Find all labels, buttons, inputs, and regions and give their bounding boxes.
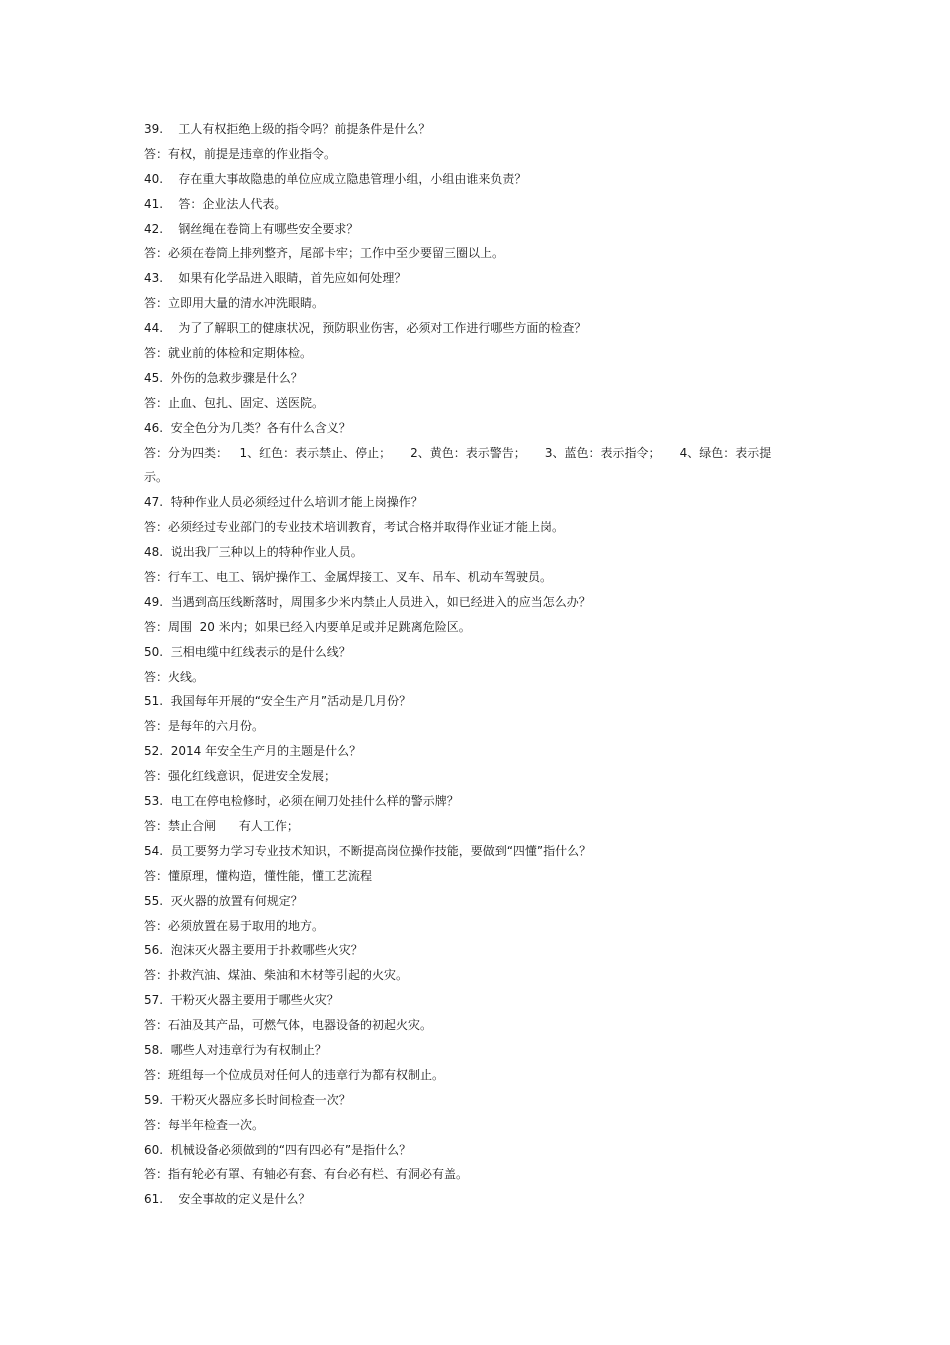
question-line: 58. 哪些人对违章行为有权制止？ [144,1042,327,1057]
question-line: 61. 安全事故的定义是什么？ [144,1192,311,1207]
question-line: 48. 说出我厂三种以上的特种作业人员。 [144,545,363,560]
answer-line: 41. 答：企业法人代表。 [144,196,287,211]
question-line: 50. 三相电缆中红线表示的是什么线？ [144,644,351,659]
question-line: 43. 如果有化学品进入眼睛，首先应如何处理？ [144,271,407,286]
answer-line: 答：就业前的体检和定期体检。 [144,346,313,361]
answer-line: 答：火线。 [144,669,205,684]
answer-line: 答：石油及其产品，可燃气体，电器设备的初起火灾。 [144,1018,433,1033]
question-line: 56. 泡沫灭火器主要用于扑救哪些火灾？ [144,943,363,958]
answer-line: 答：强化红线意识，促进安全发展； [144,769,337,784]
question-line: 42. 钢丝绳在卷筒上有哪些安全要求？ [144,221,359,236]
answer-line: 答：止血、包扎、固定、送医院。 [144,395,325,410]
question-line: 60. 机械设备必须做到的“四有四必有”是指什么？ [144,1142,412,1157]
answer-line: 答：行车工、电工、锅炉操作工、金属焊接工、叉车、吊车、机动车驾驶员。 [144,570,553,585]
answer-line: 答：周围 20 米内；如果已经入内要单足或并足跳离危险区。 [144,619,471,634]
question-line: 52. 2014 年安全生产月的主题是什么？ [144,744,362,759]
question-line: 46. 安全色分为几类？各有什么含义？ [144,420,351,435]
question-line: 55. 灭火器的放置有何规定？ [144,893,303,908]
answer-line: 答：分为四类： 1、红色：表示禁止、停止； 2、黄色：表示警告； 3、蓝色：表示指令； 4、绿色：表示提 [144,445,772,460]
question-line: 44. 为了了解职工的健康状况，预防职业伤害，必须对工作进行哪些方面的检查？ [144,321,587,336]
answer-line: 答：懂原理，懂构造，懂性能，懂工艺流程 [144,868,373,883]
document-body [144,117,814,1212]
continuation-line: 示。 [144,470,169,485]
answer-line: 答：是每年的六月份。 [144,719,265,734]
question-line: 53. 电工在停电检修时，必须在闸刀处挂什么样的警示牌？ [144,794,459,809]
answer-line: 答：立即用大量的清水冲洗眼睛。 [144,296,325,311]
question-line: 40. 存在重大事故隐患的单位应成立隐患管理小组，小组由谁来负责？ [144,171,527,186]
answer-line: 答：指有轮必有罩、有轴必有套、有台必有栏、有洞必有盖。 [144,1167,469,1182]
question-line: 39. 工人有权拒绝上级的指令吗？前提条件是什么？ [144,122,431,136]
answer-line: 答：必须在卷筒上排列整齐，尾部卡牢；工作中至少要留三圈以上。 [144,246,505,261]
answer-line: 答：禁止合闸 有人工作； [144,818,299,833]
question-line: 57. 干粉灭火器主要用于哪些火灾？ [144,993,339,1008]
question-line: 49. 当遇到高压线断落时，周围多少米内禁止人员进入，如已经进入的应当怎么办？ [144,594,591,609]
question-line: 54. 员工要努力学习专业技术知识，不断提高岗位操作技能，要做到“四懂”指什么？ [144,843,592,858]
answer-line: 答：每半年检查一次。 [144,1117,265,1132]
answer-line: 答：扑救汽油、煤油、柴油和木材等引起的火灾。 [144,968,409,983]
answer-line: 答：必须放置在易于取用的地方。 [144,918,325,933]
question-line: 59. 干粉灭火器应多长时间检查一次？ [144,1092,351,1107]
answer-line: 答：有权，前提是违章的作业指令。 [144,146,337,161]
question-line: 51. 我国每年开展的“安全生产月”活动是几月份？ [144,694,412,709]
question-line: 47. 特种作业人员必须经过什么培训才能上岗操作？ [144,495,423,510]
answer-line: 答：必须经过专业部门的专业技术培训教育，考试合格并取得作业证才能上岗。 [144,520,565,535]
answer-line: 答：班组每一个位成员对任何人的违章行为都有权制止。 [144,1067,445,1082]
question-line: 45. 外伤的急救步骤是什么？ [144,370,303,385]
